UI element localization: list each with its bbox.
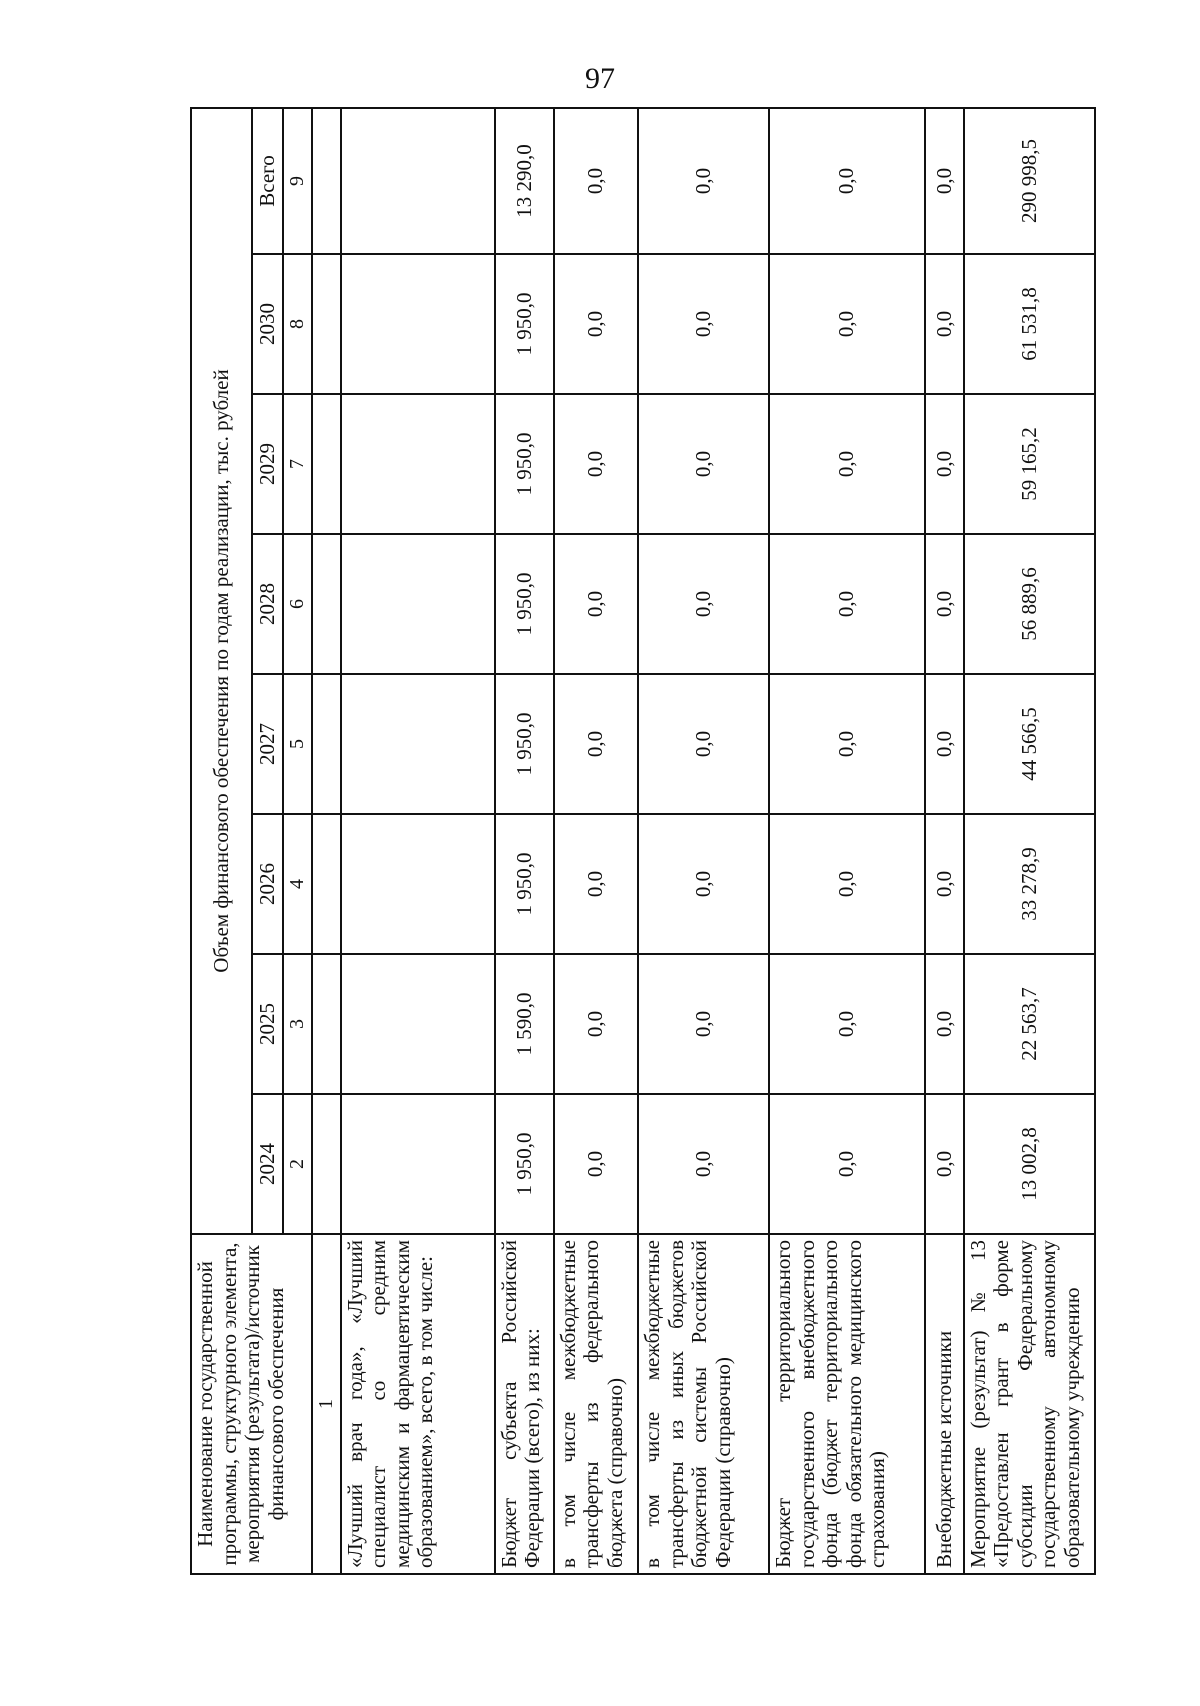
table-cell: 22 563,7 (964, 954, 1095, 1094)
table-cell: 0,0 (554, 534, 638, 674)
table-cell: 0,0 (638, 814, 769, 954)
row-name: Мероприятие (результат) № 13 «Предоставлен грант в форме субсидии Федеральному государственному автономному образовательному учреждению (964, 1234, 1095, 1574)
table-cell: 0,0 (638, 1094, 769, 1234)
table-cell: 61 531,8 (964, 254, 1095, 394)
table-cell: 1 950,0 (495, 254, 554, 394)
column-number: 1 (312, 1234, 341, 1574)
table-row (554, 108, 638, 1574)
table-cell: 13 290,0 (495, 108, 554, 254)
table-cell: 1 590,0 (495, 954, 554, 1094)
table-cell: 0,0 (638, 534, 769, 674)
column-number: 8 (283, 254, 312, 394)
table-cell (341, 954, 495, 1094)
year-header-2028: 2028 (252, 534, 282, 674)
table-cell: 1 950,0 (495, 394, 554, 534)
rotated-table-container (190, 109, 1096, 1575)
table-row (638, 108, 769, 1574)
year-header-2027: 2027 (252, 674, 282, 814)
table-cell: 0,0 (554, 254, 638, 394)
table-cell: 0,0 (769, 108, 925, 254)
table-row (341, 108, 495, 1574)
table-row (769, 108, 925, 1574)
table-cell: 0,0 (554, 108, 638, 254)
row-name: Внебюджетные источники (925, 1234, 964, 1574)
table-cell: 0,0 (925, 674, 964, 814)
financing-table (190, 107, 1096, 1575)
year-header-2030: 2030 (252, 254, 282, 394)
table-cell: 0,0 (925, 108, 964, 254)
row-name: в том числе межбюджетные трансферты из иных бюджетов бюджетной системы Российской Федерации (справочно) (638, 1234, 769, 1574)
table-cell: 56 889,6 (964, 534, 1095, 674)
table-cell: 0,0 (554, 814, 638, 954)
column-number: 9 (283, 108, 312, 254)
table-row (495, 108, 554, 1574)
table-cell (341, 814, 495, 954)
table-cell (341, 254, 495, 394)
table-cell: 0,0 (638, 954, 769, 1094)
table-cell: 290 998,5 (964, 108, 1095, 254)
row-name: Бюджет субъекта Российской Федерации (всего), из них: (495, 1234, 554, 1574)
year-header-2025: 2025 (252, 954, 282, 1094)
table-cell: 1 950,0 (495, 1094, 554, 1234)
table-cell (341, 1094, 495, 1234)
table-cell: 1 950,0 (495, 674, 554, 814)
table-cell: 0,0 (638, 108, 769, 254)
table-cell: 0,0 (638, 674, 769, 814)
row-name: Бюджет территориального государственного внебюджетного фонда (бюджет территориального фонда обязательного медицинского страхования) (769, 1234, 925, 1574)
table-cell: 0,0 (638, 394, 769, 534)
table-cell: 0,0 (925, 814, 964, 954)
table-cell: 0,0 (638, 254, 769, 394)
table-cell: 0,0 (769, 394, 925, 534)
column-number: 4 (283, 814, 312, 954)
page-number: 97 (585, 62, 615, 95)
table-cell: 0,0 (769, 254, 925, 394)
table-row (964, 108, 1095, 1574)
column-number: 7 (283, 394, 312, 534)
table-cell: 0,0 (769, 534, 925, 674)
table-cell (341, 108, 495, 254)
table-cell: 1 950,0 (495, 534, 554, 674)
row-name: «Лучший врач года», «Лучший специалист со средним медицинским и фармацевтическим образованием», всего, в том числе: (341, 1234, 495, 1574)
table-cell (341, 674, 495, 814)
table-cell: 59 165,2 (964, 394, 1095, 534)
column-number: 2 (283, 1094, 312, 1234)
row-name: в том числе межбюджетные трансферты из федерального бюджета (справочно) (554, 1234, 638, 1574)
table-cell: 0,0 (925, 394, 964, 534)
table-cell: 1 950,0 (495, 814, 554, 954)
table-cell: 0,0 (554, 954, 638, 1094)
table-cell: 0,0 (925, 254, 964, 394)
table-cell: 0,0 (925, 1094, 964, 1234)
table-cell: 0,0 (925, 534, 964, 674)
table-cell: 0,0 (554, 394, 638, 534)
year-header-2026: 2026 (252, 814, 282, 954)
table-cell: 0,0 (554, 1094, 638, 1234)
table-cell: 0,0 (554, 674, 638, 814)
name-column-header: Наименование государственной программы, структурного элемента, мероприятия (результата)/источник финансового обеспечения (191, 1234, 312, 1574)
table-cell: 44 566,5 (964, 674, 1095, 814)
table-cell: 33 278,9 (964, 814, 1095, 954)
table-cell: 0,0 (769, 674, 925, 814)
total-header: Всего (252, 108, 282, 254)
column-number: 6 (283, 534, 312, 674)
table-cell: 0,0 (925, 954, 964, 1094)
table-cell (341, 394, 495, 534)
table-cell: 0,0 (769, 1094, 925, 1234)
year-header-2024: 2024 (252, 1094, 282, 1234)
table-cell: 13 002,8 (964, 1094, 1095, 1234)
table-cell: 0,0 (769, 814, 925, 954)
table-cell (341, 534, 495, 674)
column-number: 5 (283, 674, 312, 814)
column-number: 3 (283, 954, 312, 1094)
volume-header: Объем финансового обеспечения по годам реализации, тыс. рублей (191, 108, 252, 1234)
table-cell: 0,0 (769, 954, 925, 1094)
table-row (925, 108, 964, 1574)
year-header-2029: 2029 (252, 394, 282, 534)
